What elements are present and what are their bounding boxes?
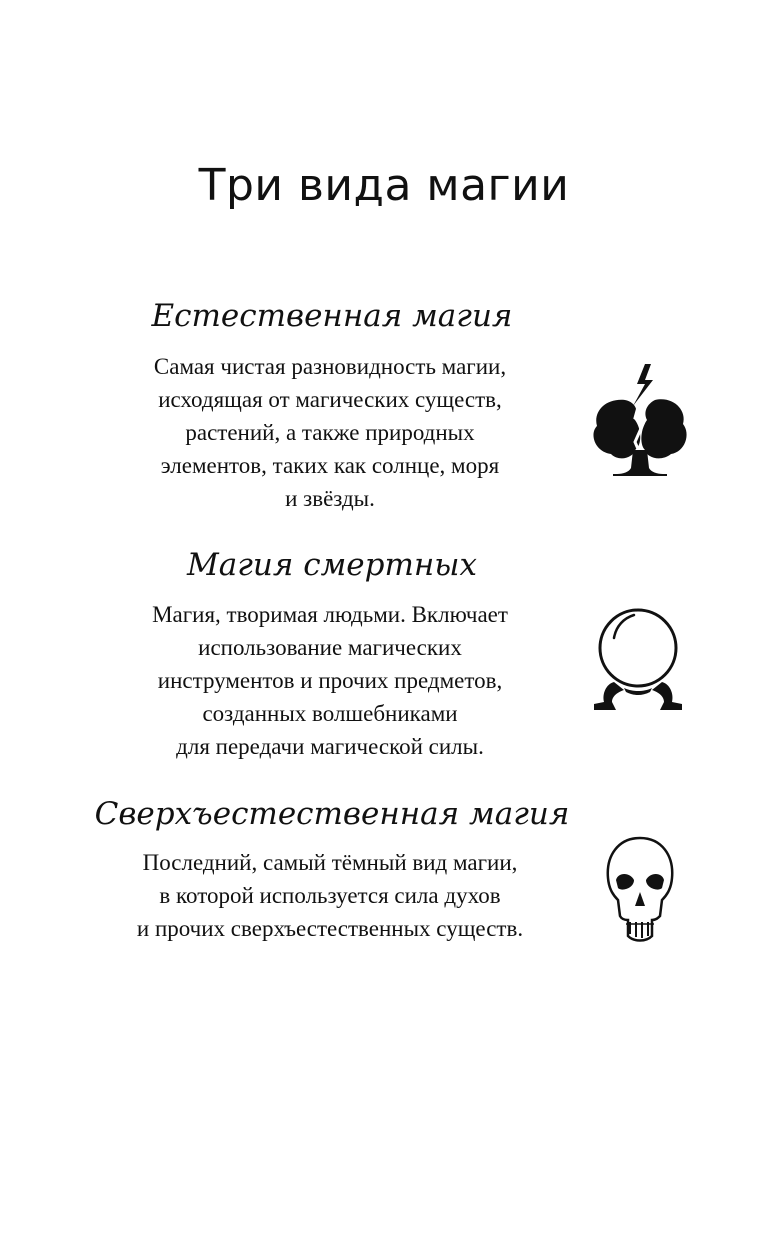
body-line: элементов, таких как солнце, моря: [160, 453, 500, 478]
body-line: растений, а также природных: [185, 420, 475, 445]
body-line: Самая чистая разновидность магии,: [153, 354, 507, 379]
lightning-tree-icon: [585, 360, 695, 480]
section-heading: Магия смертных: [186, 547, 478, 583]
body-line: и прочих сверхъестественных существ.: [136, 916, 524, 941]
body-line: Магия, творимая людьми. Включает: [152, 602, 508, 627]
body-line: и звёзды.: [285, 486, 375, 511]
body-line: Последний, самый тёмный вид магии,: [142, 850, 518, 875]
section-heading: Сверхъестественная магия: [94, 796, 570, 832]
crystal-ball-icon: [588, 598, 688, 714]
section-body: [0, 846, 660, 945]
body-line: в которой используется сила духов: [159, 883, 501, 908]
body-line: использование магических: [198, 635, 462, 660]
section-body: [0, 350, 660, 515]
section-heading: Естественная магия: [151, 298, 513, 334]
body-line: исходящая от магических существ,: [158, 387, 502, 412]
section-body: [0, 598, 660, 763]
body-line: инструментов и прочих предметов,: [157, 668, 503, 693]
body-line: для передачи магической силы.: [176, 734, 484, 759]
body-line: созданных волшебниками: [202, 701, 458, 726]
page-title: Три вида магии: [198, 160, 570, 211]
skull-icon: [600, 834, 680, 946]
